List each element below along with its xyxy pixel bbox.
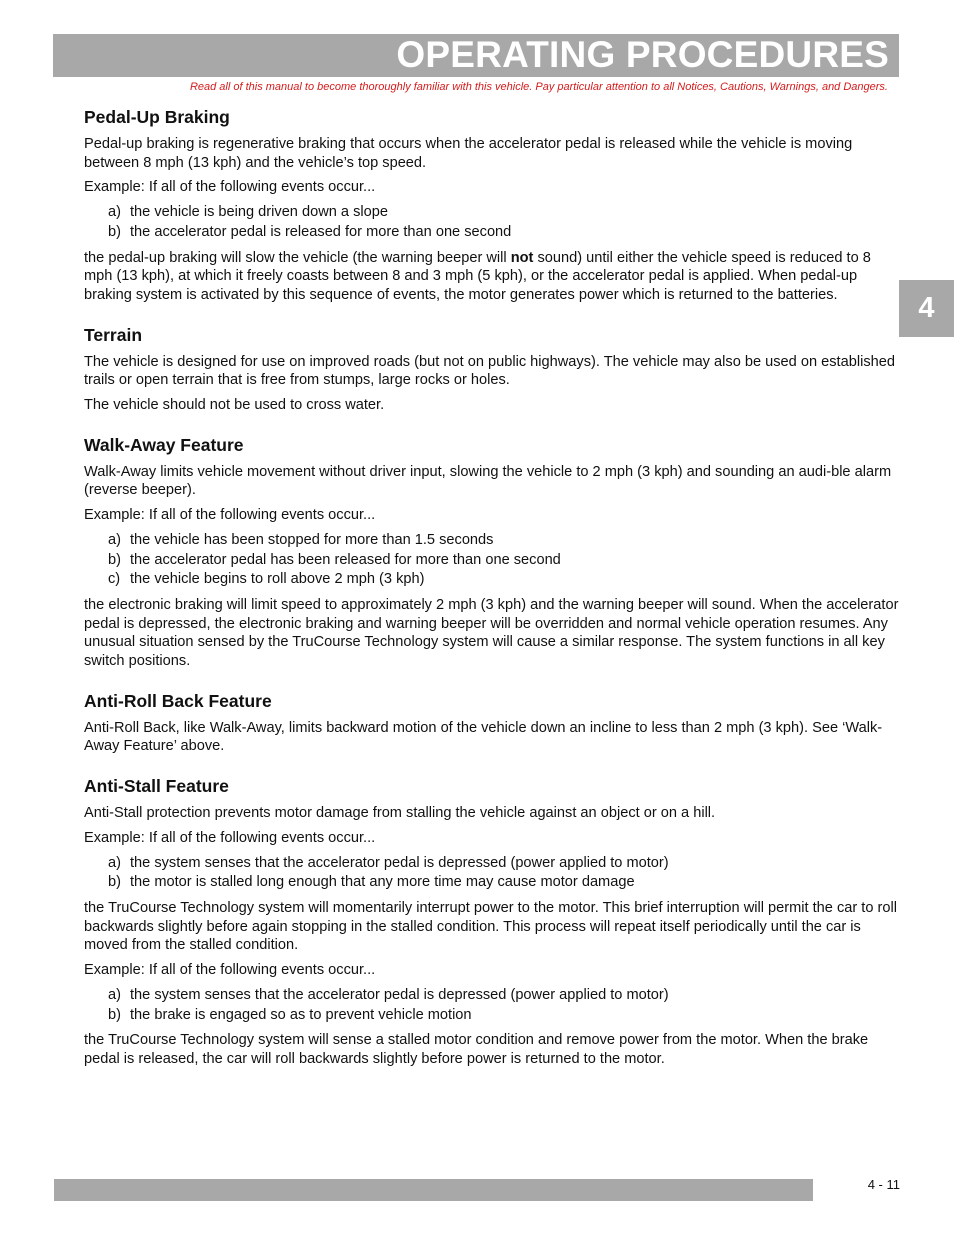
paragraph: The vehicle is designed for use on improved roads (but not on public highways). The vehicle may also be used on established trails or open terrain that is free from stumps, large rocks or holes.	[84, 353, 895, 389]
paragraph: the TruCourse Technology system will momentarily interrupt power to the motor. This brief interruption will permit the car to roll backwards slightly before again stopping in the stalled condition. This process will repeat itself periodically until the car is moved from the stalled condition.	[84, 899, 897, 954]
event-list	[84, 854, 900, 893]
section-heading: Terrain	[84, 324, 143, 345]
result-text-start: the pedal-up braking will slow the vehicle (the warning beeper will	[84, 249, 511, 266]
section-anti-stall-feature	[84, 774, 900, 1068]
item-text: the vehicle is being driven down a slope	[130, 204, 388, 221]
example-text: Example: If all of the following events occur...	[84, 829, 376, 846]
list-item	[108, 873, 900, 893]
paragraph: the TruCourse Technology system will sense a stalled motor condition and remove power from the motor. When the brake pedal is released, the car will roll backwards slightly before power is returned to the motor.	[84, 1032, 869, 1067]
section-anti-roll-back-feature	[84, 689, 900, 756]
item-text: the system senses that the accelerator pedal is depressed (power applied to motor)	[130, 854, 669, 871]
footer-bar	[54, 1179, 813, 1201]
item-text: the system senses that the accelerator pedal is depressed (power applied to motor)	[130, 986, 669, 1003]
item-letter: a)	[108, 854, 121, 871]
paragraph	[84, 249, 900, 305]
item-letter: c)	[108, 571, 121, 588]
list-item	[108, 203, 900, 223]
event-list	[84, 203, 900, 242]
item-text: the motor is stalled long enough that any more time may cause motor damage	[130, 874, 635, 891]
page-title: OPERATING PROCEDURES	[396, 34, 889, 75]
item-letter: b)	[108, 223, 121, 240]
list-item	[108, 223, 900, 243]
section-heading: Walk-Away Feature	[84, 434, 244, 455]
item-letter: b)	[108, 874, 121, 891]
list-item	[108, 986, 900, 1006]
result-text-end: sound) until either the vehicle speed is reduced to 8 mph (13 kph), at which it freely coasts between 8 and 3 mph (5 kph), or the accelerator pedal is applied. When pedal-up braking system is activated by this sequence of events, the motor generates power which is returned to the batteries.	[84, 249, 871, 303]
section-walk-away-feature	[84, 433, 900, 671]
list-item	[108, 570, 900, 590]
item-text: the vehicle begins to roll above 2 mph (3 kph)	[130, 571, 425, 588]
emphasis-not: not	[510, 249, 534, 266]
list-item	[108, 854, 900, 874]
page-number: 4 - 11	[867, 1177, 900, 1192]
example-text: Example: If all of the following events occur...	[84, 179, 376, 196]
item-letter: a)	[108, 986, 121, 1003]
header-bar	[53, 34, 899, 77]
list-item	[108, 1006, 900, 1026]
item-text: the accelerator pedal has been released for more than one second	[130, 551, 561, 568]
paragraph: Walk-Away limits vehicle movement without driver input, slowing the vehicle to 2 mph (3 kph) and sounding an audi-ble alarm (reverse beeper).	[84, 463, 892, 499]
list-item	[108, 551, 900, 571]
section-terrain	[84, 323, 900, 415]
item-letter: b)	[108, 1006, 121, 1023]
item-letter: b)	[108, 551, 121, 568]
event-list	[84, 986, 900, 1025]
paragraph: The vehicle should not be used to cross water.	[84, 397, 385, 414]
safety-notice: Read all of this manual to become thoroughly familiar with this vehicle. Pay particular attention to all Notices, Cautions, Warnings, and Dangers.	[189, 81, 888, 93]
paragraph: the electronic braking will limit speed to approximately 2 mph (3 kph) and the warning beeper will sound. When the accelerator pedal is depressed, the electronic braking and warning beeper will be overridden and normal vehicle operation resumes. Any unusual situation sensed by the TruCourse Technology system will cause a similar response. The system functions in all key switch positions.	[84, 596, 899, 670]
item-text: the accelerator pedal is released for more than one second	[130, 223, 512, 240]
section-heading: Anti-Stall Feature	[84, 776, 229, 797]
section-heading: Anti-Roll Back Feature	[84, 690, 272, 711]
section-heading: Pedal-Up Braking	[84, 107, 230, 127]
example-text: Example: If all of the following events occur...	[84, 962, 376, 979]
event-list	[84, 531, 900, 590]
main-content	[84, 105, 900, 1087]
item-text: the vehicle has been stopped for more than 1.5 seconds	[130, 531, 494, 548]
paragraph: Pedal-up braking is regenerative braking that occurs when the accelerator pedal is released while the vehicle is moving between 8 mph (13 kph) and the vehicle’s top speed.	[84, 136, 853, 171]
example-text: Example: If all of the following events occur...	[84, 507, 376, 524]
chapter-tab-number: 4	[918, 292, 935, 324]
paragraph: Anti-Roll Back, like Walk-Away, limits backward motion of the vehicle down an incline to less than 2 mph (3 kph). See ‘Walk-Away Feature’ above.	[84, 719, 883, 755]
item-letter: a)	[108, 204, 121, 221]
section-pedal-up-braking	[84, 105, 900, 305]
chapter-tab	[899, 280, 954, 337]
item-text: the brake is engaged so as to prevent vehicle motion	[130, 1006, 472, 1023]
paragraph: Anti-Stall protection prevents motor damage from stalling the vehicle against an object or on a hill.	[84, 805, 716, 822]
item-letter: a)	[108, 531, 121, 548]
list-item	[108, 531, 900, 551]
